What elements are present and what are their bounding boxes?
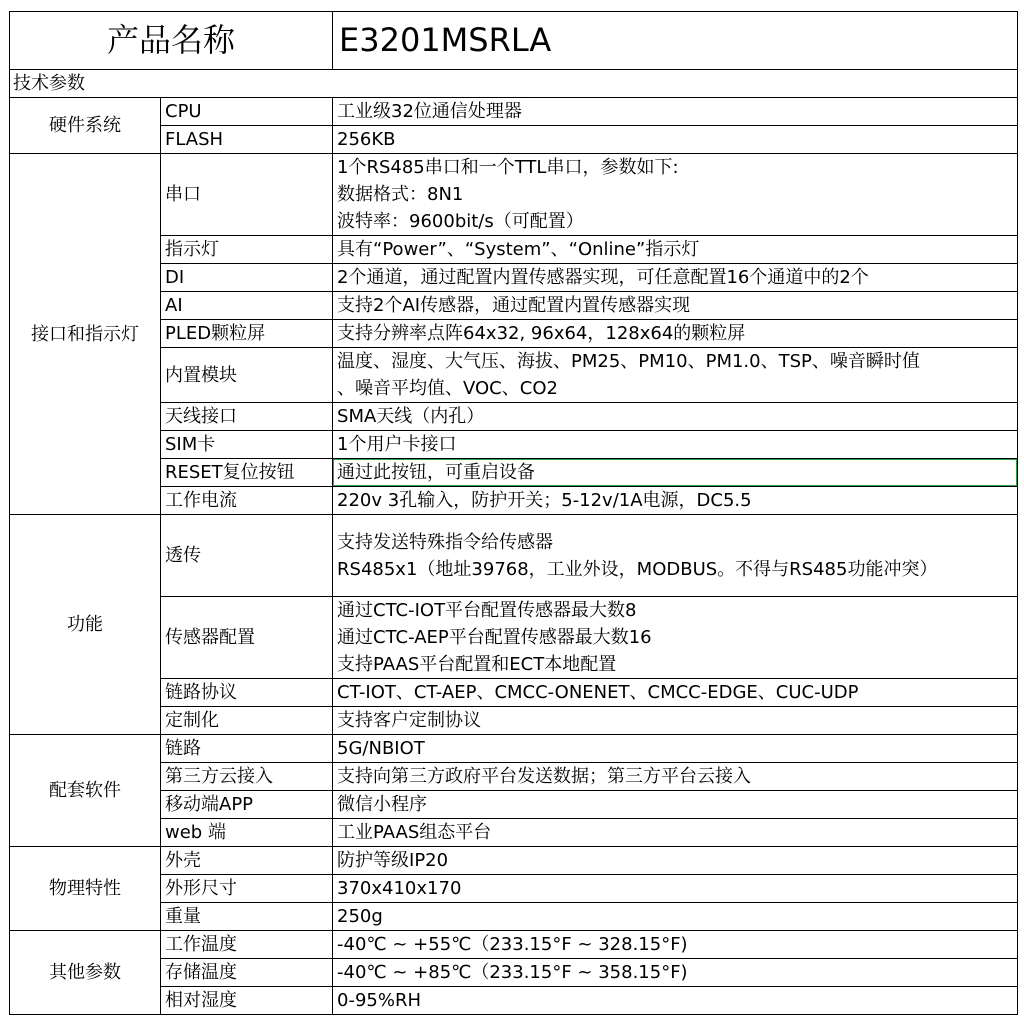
param-name: 重量 [161, 903, 333, 931]
param-name: 移动端APP [161, 791, 333, 819]
param-name: CPU [161, 98, 333, 126]
param-value: 370x410x170 [333, 875, 1018, 903]
param-name: 工作电流 [161, 487, 333, 515]
param-name: web 端 [161, 819, 333, 847]
table-row [10, 264, 1018, 292]
param-name: RESET复位按钮 [161, 459, 333, 487]
table-row [10, 459, 1018, 487]
spec-table [9, 11, 1018, 1015]
table-row [10, 236, 1018, 264]
table-row [10, 98, 1018, 126]
param-value [333, 597, 1018, 679]
param-value: 支持分辨率点阵64x32, 96x64，128x64的颗粒屏 [333, 320, 1018, 348]
param-value: 0-95%RH [333, 987, 1018, 1015]
param-name: 相对湿度 [161, 987, 333, 1015]
param-name: DI [161, 264, 333, 292]
table-row [10, 791, 1018, 819]
table-row [10, 819, 1018, 847]
value-line: 支持PAAS平台配置和ECT本地配置 [337, 654, 617, 675]
value-line: 1个RS485串口和一个TTL串口，参数如下: [337, 157, 679, 178]
param-value [333, 154, 1018, 236]
table-row [10, 515, 1018, 597]
table-row [10, 763, 1018, 791]
value-line: 温度、湿度、大气压、海拔、PM25、PM10、PM1.0、TSP、噪音瞬时值 [337, 351, 920, 372]
param-name: 工作温度 [161, 931, 333, 959]
param-value [333, 515, 1018, 597]
table-row [10, 959, 1018, 987]
param-value: 256KB [333, 126, 1018, 154]
param-value: 工业级32位通信处理器 [333, 98, 1018, 126]
product-name-label: 产品名称 [10, 12, 333, 70]
group-other: 其他参数 [10, 931, 161, 1015]
param-name: 第三方云接入 [161, 763, 333, 791]
param-name: 外壳 [161, 847, 333, 875]
param-value: 5G/NBIOT [333, 735, 1018, 763]
param-value: 防护等级IP20 [333, 847, 1018, 875]
table-row [10, 320, 1018, 348]
param-value: 工业PAAS组态平台 [333, 819, 1018, 847]
param-value: SMA天线（内孔） [333, 403, 1018, 431]
spec-sheet [9, 11, 1017, 1013]
group-function: 功能 [10, 515, 161, 735]
param-value: 1个用户卡接口 [333, 431, 1018, 459]
param-value: 250g [333, 903, 1018, 931]
param-name: AI [161, 292, 333, 320]
group-interface: 接口和指示灯 [10, 154, 161, 515]
param-name: PLED颗粒屏 [161, 320, 333, 348]
tech-params-row [10, 70, 1018, 98]
table-row [10, 292, 1018, 320]
param-name: 串口 [161, 154, 333, 236]
param-name: 存储温度 [161, 959, 333, 987]
param-name: SIM卡 [161, 431, 333, 459]
param-value: 支持2个AI传感器，通过配置内置传感器实现 [333, 292, 1018, 320]
table-row [10, 903, 1018, 931]
table-row [10, 403, 1018, 431]
param-name: 指示灯 [161, 236, 333, 264]
param-value: 支持客户定制协议 [333, 707, 1018, 735]
param-value: CT-IOT、CT-AEP、CMCC-ONENET、CMCC-EDGE、CUC-UDP [333, 679, 1018, 707]
table-row [10, 679, 1018, 707]
product-model: E3201MSRLA [333, 12, 1018, 70]
param-name: FLASH [161, 126, 333, 154]
table-row [10, 597, 1018, 679]
value-line: 、噪音平均值、VOC、CO2 [337, 378, 558, 399]
table-row [10, 847, 1018, 875]
param-value-selected[interactable]: 通过此按钮，可重启设备 [333, 459, 1018, 487]
param-value: -40℃ ~ +55℃（233.15°F ~ 328.15°F) [333, 931, 1018, 959]
table-row [10, 707, 1018, 735]
param-value: -40℃ ~ +85℃（233.15°F ~ 358.15°F) [333, 959, 1018, 987]
value-line: 波特率：9600bit/s（可配置） [337, 211, 584, 232]
param-name: 传感器配置 [161, 597, 333, 679]
table-row [10, 931, 1018, 959]
table-row [10, 487, 1018, 515]
param-name: 内置模块 [161, 348, 333, 403]
param-value [333, 348, 1018, 403]
param-value: 220v 3孔输入，防护开关；5-12v/1A电源，DC5.5 [333, 487, 1018, 515]
param-value: 支持向第三方政府平台发送数据；第三方平台云接入 [333, 763, 1018, 791]
param-name: 天线接口 [161, 403, 333, 431]
value-line: 通过CTC-AEP平台配置传感器最大数16 [337, 627, 652, 648]
table-row [10, 875, 1018, 903]
value-line: RS485x1（地址39768，工业外设，MODBUS。不得与RS485功能冲突） [337, 558, 938, 580]
group-hardware: 硬件系统 [10, 98, 161, 154]
value-line: 通过CTC-IOT平台配置传感器最大数8 [337, 600, 637, 621]
table-row [10, 431, 1018, 459]
table-row [10, 987, 1018, 1015]
group-physical: 物理特性 [10, 847, 161, 931]
value-line: 支持发送特殊指令给传感器 [337, 531, 554, 553]
param-value: 微信小程序 [333, 791, 1018, 819]
param-name: 定制化 [161, 707, 333, 735]
tech-params-label: 技术参数 [10, 70, 1018, 98]
group-software: 配套软件 [10, 735, 161, 847]
table-row [10, 126, 1018, 154]
param-name: 透传 [161, 515, 333, 597]
title-row [10, 12, 1018, 70]
param-name: 外形尺寸 [161, 875, 333, 903]
value-line: 数据格式：8N1 [337, 184, 464, 205]
param-name: 链路协议 [161, 679, 333, 707]
param-value: 2个通道，通过配置内置传感器实现，可任意配置16个通道中的2个 [333, 264, 1018, 292]
param-value: 具有“Power”、“System”、“Online”指示灯 [333, 236, 1018, 264]
table-row [10, 348, 1018, 403]
table-row [10, 154, 1018, 236]
table-row [10, 735, 1018, 763]
param-name: 链路 [161, 735, 333, 763]
